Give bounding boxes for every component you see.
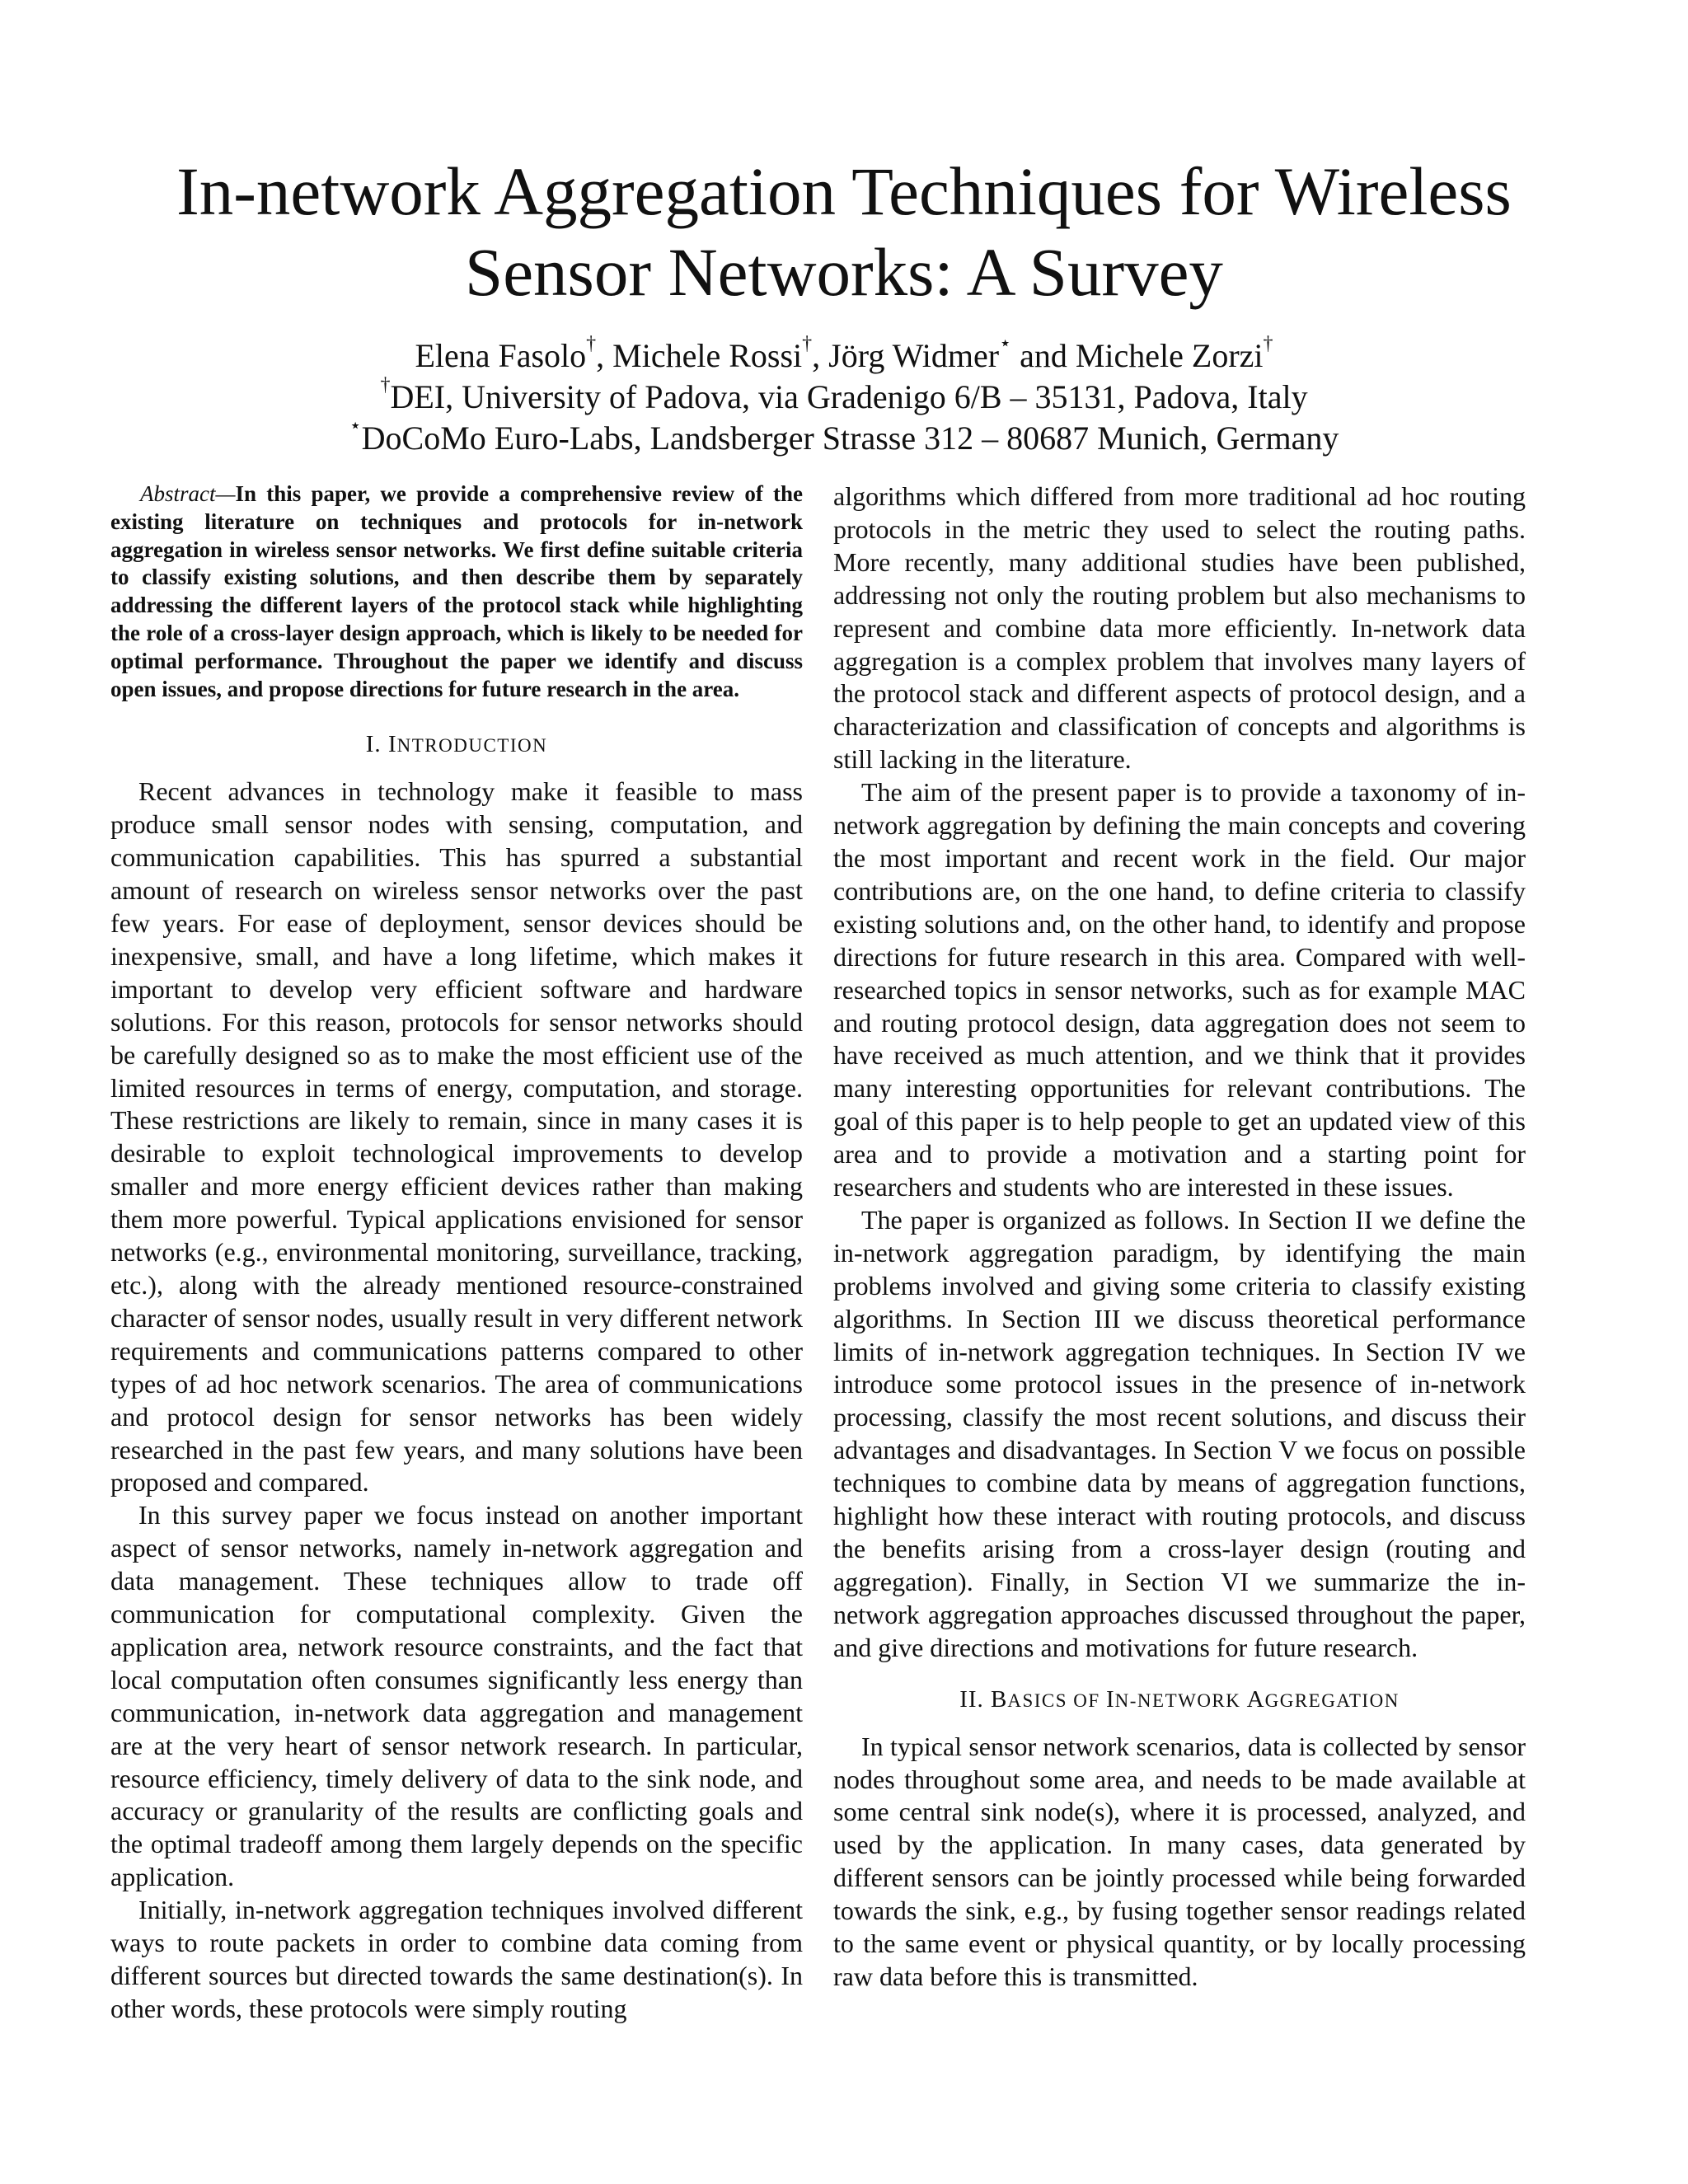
paragraph: In typical sensor network scenarios, data is collected by sensor nodes throughout some area, and needs to be made available at some central sink node(s), where it is processed, analyzed, and used by the application. In many cases, data generated by different sensors can be jointly processed while being forwarded towards the sink, e.g., by fusing together sensor readings related to the same event or physical quantity, or by locally processing raw data before this is transmitted.: [833, 1731, 1526, 1991]
affiliation-mark: ⋆: [999, 333, 1012, 354]
author-name: Jörg Widmer: [828, 337, 1000, 374]
paragraph: Recent advances in technology make it feasible to mass produce small sensor nodes with sensing, computation, and communication capabilities. This has spurred a substantial amount of research on wireless sensor networks over the past few years. For ease of deployment, sensor devices should be inexpensive, small, and have a long lifetime, which makes it important to develop very efficient software and hardware solutions. For this reason, protocols for sensor networks should be carefully designed so as to make the most efficient use of the limited resources in terms of energy, computation, and storage. These restrictions are likely to remain, since in many cases it is desirable to exploit technological improvements to develop smaller and more energy efficient devices rather than making them more powerful. Typical applications envisioned for sensor networks (e.g., environmental monitoring, surveillance, tracking, etc.), along with the already mentioned resource-constrained character of sensor nodes, usually result in very different network requirements and communications patterns compared to other types of ad hoc network scenarios. The area of communications and protocol design for sensor networks has been widely researched in the past few years, and many solutions have been proposed and compared.: [110, 776, 804, 1497]
left-column: [110, 480, 803, 2026]
paragraph: The aim of the present paper is to provide a taxonomy of in-network aggregation by defining the main concepts and covering the most important and recent work in the field. Our major contributions are, on the one hand, to define criteria to classify existing solutions and, on the other hand, to identify and propose directions for future research in this area. Compared with well-researched topics in sensor networks, such as for example MAC and routing protocol design, data aggregation does not seem to have received as much attention, and we think that it provides many interesting opportunities for relevant contributions. The goal of this paper is to help people to get an updated view of this area and to provide a motivation and a starting point for researchers and students who are interested in these issues.: [833, 777, 1526, 1202]
paragraph: In this survey paper we focus instead on another important aspect of sensor networks, namely in-network aggregation and data management. These techniques allow to trade off communication for computational complexity. Given the application area, network resource constraints, and the fact that local computation often consumes significantly less energy than communication, in-network data aggregation and management are at the very heart of sensor network research. In particular, resource efficiency, timely delivery of data to the sink node, and accuracy or granularity of the results are conflicting goals and the optimal tradeoff among them largely depends on the specific application.: [110, 1500, 803, 1892]
section-heading-basics: II. BASICS OF IN-NETWORK AGGREGATION: [959, 1685, 1400, 1713]
affiliation-2: ⋆DoCoMo Euro-Labs, Landsberger Strasse 312 – 80687 Munich, Germany: [349, 415, 1339, 457]
author-name: Michele Rossi: [612, 337, 803, 374]
affiliation-mark: †: [1263, 333, 1273, 354]
section-heading-introduction: I. INTRODUCTION: [365, 731, 548, 758]
author-names: Elena Fasolo†, Michele Rossi†, Jörg Widmer⋆ and Michele Zorzi†: [415, 333, 1273, 374]
abstract: [110, 480, 803, 703]
title-line-1: In-network Aggregation Techniques for Wireless: [176, 153, 1512, 229]
author-name: Elena Fasolo: [415, 337, 587, 374]
affiliation-mark: †: [586, 333, 597, 354]
author-block: [0, 335, 1688, 459]
paragraph-continuation: algorithms which differed from more traditional ad hoc routing protocols in the metric they used to select the routing paths. More recently, many additional studies have been published, addressing not only the routing problem but also mechanisms to represent and combine data more efficiently. In-network data aggregation is a complex problem that involves many layers of the protocol stack and different aspects of protocol design, and a characterization and classification of concepts and algorithms is still lacking in the literature.: [833, 481, 1526, 775]
author-name: Michele Zorzi: [1075, 337, 1264, 374]
paragraph: The paper is organized as follows. In Section II we define the in-network aggregation paradigm, by identifying the main problems involved and giving some criteria to classify existing algorithms. In Section III we discuss theoretical performance limits of in-network aggregation techniques. In Section IV we introduce some protocol issues in the presence of in-network processing, classify the most recent solutions, and discuss their advantages and disadvantages. In Section V we focus on possible techniques to combine data by means of aggregation functions, highlight how these interact with routing protocols, and discuss the benefits arising from a cross-layer design (routing and aggregation). Finally, in Section VI we summarize the in-network aggregation approaches discussed throughout the paper, and give directions and motivations for future research.: [833, 1204, 1526, 1662]
abstract-label: Abstract—: [140, 481, 236, 506]
right-column: [833, 480, 1526, 1994]
paragraph: Initially, in-network aggregation techniques involved different ways to route packets in order to combine data coming from different sources but directed towards the same destination(s). In other words, these protocols were simply routing: [110, 1895, 803, 2023]
affiliation-mark: †: [802, 333, 813, 354]
paper-title: [0, 151, 1688, 312]
abstract-text: In this paper, we provide a comprehensive review of the existing literature on techniques and protocols for in-network aggregation in wireless sensor networks. We first define suitable criteria to classify existing solutions, and then describe them by separately addressing the different layers of the protocol stack while highlighting the role of a cross-layer design approach, which is likely to be needed for optimal performance. Throughout the paper we identify and discuss open issues, and propose directions for future research in the area.: [110, 481, 803, 701]
title-line-2: Sensor Networks: A Survey: [465, 234, 1223, 310]
affiliation-1: †DEI, University of Padova, via Gradenigo 6/B – 35131, Padova, Italy: [380, 374, 1308, 415]
